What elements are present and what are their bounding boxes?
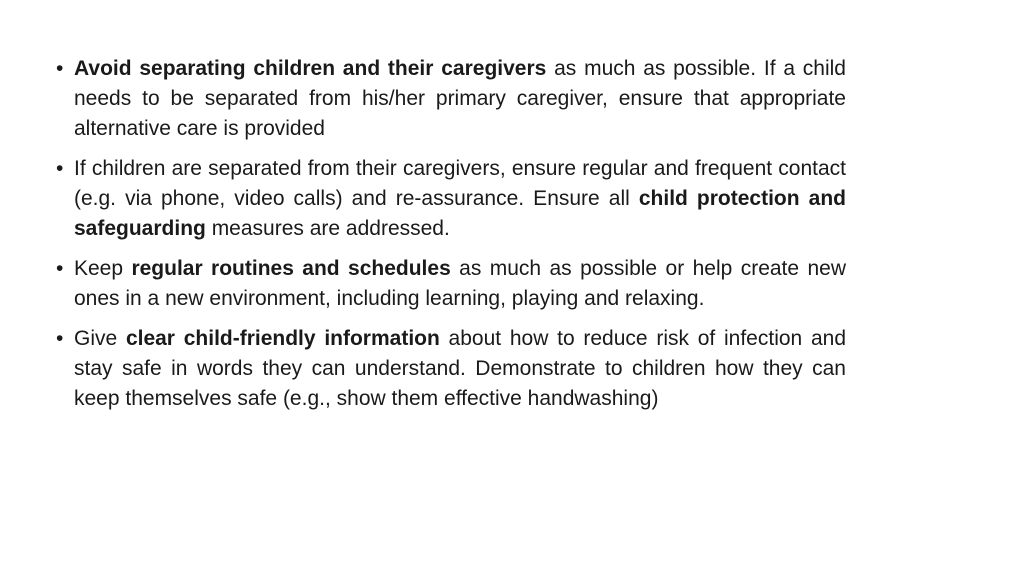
bullet-text: as much as possible. If a child needs to be separated from his/her primary caregiver, ensure that appropriate alternative care is provided xyxy=(74,57,846,140)
bullet-text: as much as possible or help create new ones in a new environment, including learning, playing and relaxing. xyxy=(74,257,846,310)
bullet-dot-icon: • xyxy=(56,57,64,80)
bullet-item-regular-contact xyxy=(56,154,846,244)
bullet-item-routines xyxy=(56,254,846,314)
bullet-dot-icon: • xyxy=(56,327,64,350)
bullet-text: measures are addressed. xyxy=(205,217,450,240)
bullet-dot-icon: • xyxy=(56,257,64,280)
bullet-text: Keep xyxy=(74,257,132,280)
bullet-item-avoid-separation xyxy=(56,54,846,144)
bullet-text: Give xyxy=(74,327,126,350)
bullet-item-information xyxy=(56,324,846,414)
bullet-dot-icon: • xyxy=(56,157,64,180)
bullet-text: If children are separated from their caregivers, ensure regular and frequent contact (e.g. via phone, video calls) and re-assurance. Ensure all xyxy=(74,157,846,210)
bullet-text: about how to reduce risk of infection and stay safe in words they can understand. Demonstrate to children how they can keep themselves safe (e.g., show them effective handwashing) xyxy=(74,327,846,410)
bullet-list xyxy=(56,54,846,424)
bullet-bold-text: child protection and safeguarding xyxy=(74,187,846,240)
bullet-bold-text: clear child-friendly information xyxy=(125,327,440,350)
bullet-bold-text: Avoid separating children and their caregivers xyxy=(74,57,547,80)
bullet-bold-text: regular routines and schedules xyxy=(131,257,451,280)
